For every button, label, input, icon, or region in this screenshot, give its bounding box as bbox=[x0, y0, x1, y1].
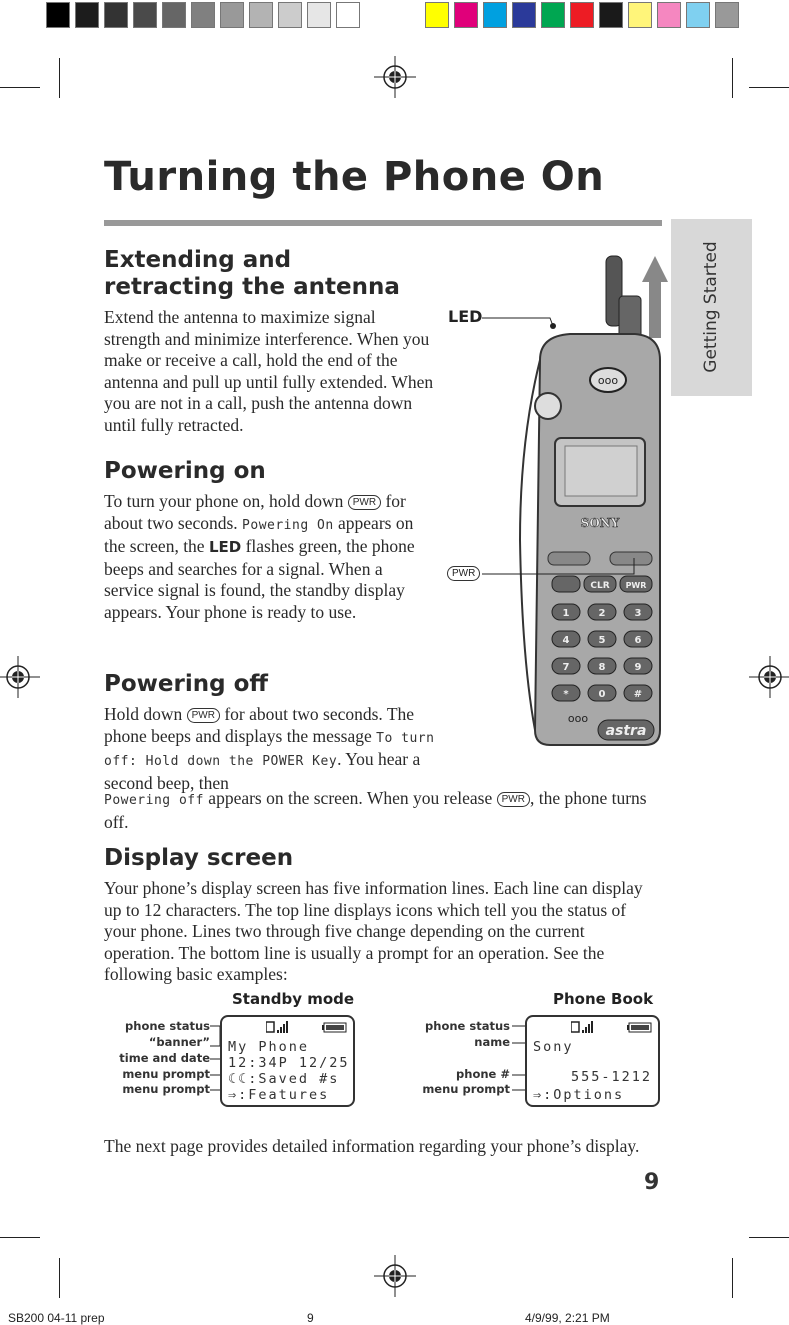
svg-text:8: 8 bbox=[598, 662, 606, 673]
keypad-key bbox=[588, 685, 616, 701]
svg-text:4: 4 bbox=[562, 635, 570, 646]
keypad-key bbox=[552, 604, 580, 620]
phonebook-label: phone status bbox=[425, 1019, 510, 1033]
text-run: flashes green, the phone beeps and searches for a signal. When a service signal is found, the standby display appears. Your phone is ready to use. bbox=[104, 536, 415, 622]
registration-mark-icon bbox=[0, 656, 40, 698]
section-heading-powering-off: Powering off bbox=[104, 671, 269, 697]
antenna-arrow-icon bbox=[642, 256, 668, 338]
footer-right: 4/9/99, 2:21 PM bbox=[525, 1311, 610, 1325]
crop-mark bbox=[0, 87, 40, 88]
pwr-callout-label: PWR bbox=[447, 566, 480, 581]
phonebook-lcd bbox=[525, 1015, 660, 1107]
lcd-message: Powering off bbox=[104, 793, 204, 808]
svg-text:7: 7 bbox=[562, 662, 570, 673]
color-swatch bbox=[249, 2, 273, 28]
digital-icon bbox=[571, 1022, 579, 1032]
color-swatch bbox=[307, 2, 331, 28]
color-swatch bbox=[715, 2, 739, 28]
standby-label: time and date bbox=[119, 1051, 210, 1065]
lcd-line: 12:34P 12/25 bbox=[228, 1055, 350, 1071]
section-heading-display: Display screen bbox=[104, 845, 294, 871]
color-swatch bbox=[599, 2, 623, 28]
svg-text:3: 3 bbox=[634, 608, 642, 619]
pwr-key-icon: PWR bbox=[497, 792, 530, 807]
color-swatch bbox=[104, 2, 128, 28]
color-swatch bbox=[686, 2, 710, 28]
phonebook-label: phone # bbox=[456, 1067, 510, 1081]
svg-text:1: 1 bbox=[562, 608, 570, 619]
footer-center: 9 bbox=[307, 1311, 314, 1325]
keypad-key bbox=[588, 631, 616, 647]
color-swatch bbox=[336, 2, 360, 28]
standby-title: Standby mode bbox=[232, 990, 355, 1008]
title-rule bbox=[104, 220, 662, 226]
keypad-key bbox=[588, 604, 616, 620]
color-swatch bbox=[657, 2, 681, 28]
lcd-line: ☾☾:Saved #s bbox=[228, 1071, 340, 1087]
lcd-line: ⇒:Options bbox=[533, 1087, 625, 1103]
section-heading-antenna: Extending and retracting the antenna bbox=[104, 247, 400, 300]
lcd-message: To turn off: Hold down the POWER Key bbox=[104, 730, 435, 769]
lcd-line: Sony bbox=[533, 1039, 574, 1055]
keypad-key bbox=[588, 658, 616, 674]
color-swatch bbox=[541, 2, 565, 28]
text-run: Hold down bbox=[104, 704, 183, 724]
color-swatch bbox=[425, 2, 449, 28]
color-bar bbox=[425, 0, 745, 32]
section-text-antenna: Extend the antenna to maximize signal strength and minimize interference. When you make or receive a call, hold the end of the antenna and pull up until fully extended. When you are not in a call, push the antenna down until fully retracted. bbox=[104, 307, 434, 435]
svg-text:#: # bbox=[633, 689, 643, 700]
status-icons bbox=[266, 1021, 350, 1035]
color-swatch bbox=[220, 2, 244, 28]
keypad-key bbox=[624, 658, 652, 674]
lcd-line: 555-1212 bbox=[570, 1069, 652, 1085]
footer-left: SB200 04-11 prep bbox=[8, 1311, 105, 1325]
svg-text:0: 0 bbox=[598, 689, 606, 700]
section-text-powering-off bbox=[104, 704, 439, 794]
color-swatch bbox=[191, 2, 215, 28]
svg-text:6: 6 bbox=[634, 635, 642, 646]
color-swatch bbox=[75, 2, 99, 28]
brand-text: SONY bbox=[580, 516, 620, 530]
standby-label: phone status bbox=[125, 1019, 210, 1033]
section-heading-powering-on: Powering on bbox=[104, 458, 266, 484]
model-text: astra bbox=[605, 723, 647, 739]
registration-mark-icon bbox=[374, 1255, 416, 1297]
pwr-key-icon: PWR bbox=[348, 495, 381, 510]
svg-text:CLR: CLR bbox=[590, 581, 610, 591]
crop-mark bbox=[732, 1258, 733, 1298]
color-swatch bbox=[483, 2, 507, 28]
keypad-key bbox=[624, 685, 652, 701]
signal-icon bbox=[582, 1021, 593, 1033]
color-swatch bbox=[133, 2, 157, 28]
crop-mark bbox=[732, 58, 733, 98]
side-tab bbox=[671, 219, 752, 396]
lcd-message: Powering On bbox=[242, 517, 334, 533]
text-run: for about two seconds. The phone beeps and displays the message bbox=[104, 704, 415, 746]
led-word: LED bbox=[208, 538, 242, 556]
color-swatch bbox=[628, 2, 652, 28]
keypad-key bbox=[552, 685, 580, 701]
page-number: 9 bbox=[644, 1170, 660, 1195]
svg-text:5: 5 bbox=[598, 635, 606, 646]
registration-mark-icon bbox=[749, 656, 789, 698]
section-text-powering-on bbox=[104, 491, 429, 623]
text-run: , the phone turns off. bbox=[104, 788, 647, 832]
page-title: Turning the Phone On bbox=[104, 154, 605, 200]
text-run: appears on the screen, the bbox=[104, 512, 414, 556]
crop-mark bbox=[59, 1258, 60, 1298]
section-text-powering-off-cont bbox=[104, 788, 664, 833]
led-callout-label: LED bbox=[448, 307, 483, 326]
crop-mark bbox=[0, 1237, 40, 1238]
standby-label: menu prompt bbox=[122, 1067, 210, 1081]
section-text-display: Your phone’s display screen has five information lines. Each line can display up to 12 characters. The top line displays icons which tell you the status of your phone. Lines two through five change depending on the current operation. The bottom line is usually a prompt for an operation. See the following basic examples: bbox=[104, 878, 643, 984]
pwr-key-icon: PWR bbox=[187, 708, 220, 723]
text-run: for about two seconds. bbox=[104, 491, 406, 533]
registration-mark-icon bbox=[374, 56, 416, 98]
phonebook-label: menu prompt bbox=[422, 1082, 510, 1096]
phonebook-title: Phone Book bbox=[553, 990, 654, 1008]
svg-text:*: * bbox=[563, 689, 569, 700]
svg-text:ooo: ooo bbox=[597, 374, 619, 387]
text-run: To turn your phone on, hold down bbox=[104, 491, 344, 511]
svg-text:PWR: PWR bbox=[625, 581, 647, 590]
next-page-note: The next page provides detailed information regarding your phone’s display. bbox=[104, 1136, 640, 1156]
svg-text:2: 2 bbox=[598, 608, 606, 619]
keypad-key bbox=[552, 658, 580, 674]
crop-mark bbox=[749, 87, 789, 88]
color-swatch bbox=[512, 2, 536, 28]
standby-label: menu prompt bbox=[122, 1082, 210, 1096]
color-swatch bbox=[162, 2, 186, 28]
text-run: appears on the screen. When you release bbox=[208, 788, 493, 808]
color-swatch bbox=[454, 2, 478, 28]
lcd-line: ⇒:Features bbox=[228, 1087, 330, 1103]
svg-text:9: 9 bbox=[634, 662, 642, 673]
color-swatch bbox=[46, 2, 70, 28]
standby-lcd bbox=[220, 1015, 355, 1107]
crop-mark bbox=[749, 1237, 789, 1238]
color-swatch bbox=[278, 2, 302, 28]
standby-label: “banner” bbox=[148, 1035, 210, 1049]
color-swatch bbox=[570, 2, 594, 28]
text-run: . You hear a second beep, then bbox=[104, 749, 421, 793]
digital-icon bbox=[266, 1022, 274, 1032]
lcd-line: My Phone bbox=[228, 1039, 310, 1055]
battery-icon bbox=[627, 1023, 651, 1032]
phonebook-label: name bbox=[474, 1035, 510, 1049]
battery-icon bbox=[322, 1023, 346, 1032]
status-icons bbox=[571, 1021, 655, 1035]
svg-text:ooo: ooo bbox=[567, 712, 589, 725]
signal-icon bbox=[277, 1021, 288, 1033]
grayscale-bar bbox=[46, 0, 364, 32]
side-tab-label: Getting Started bbox=[701, 241, 721, 373]
keypad-key bbox=[624, 604, 652, 620]
crop-mark bbox=[59, 58, 60, 98]
keypad-key bbox=[552, 631, 580, 647]
keypad-key bbox=[624, 631, 652, 647]
